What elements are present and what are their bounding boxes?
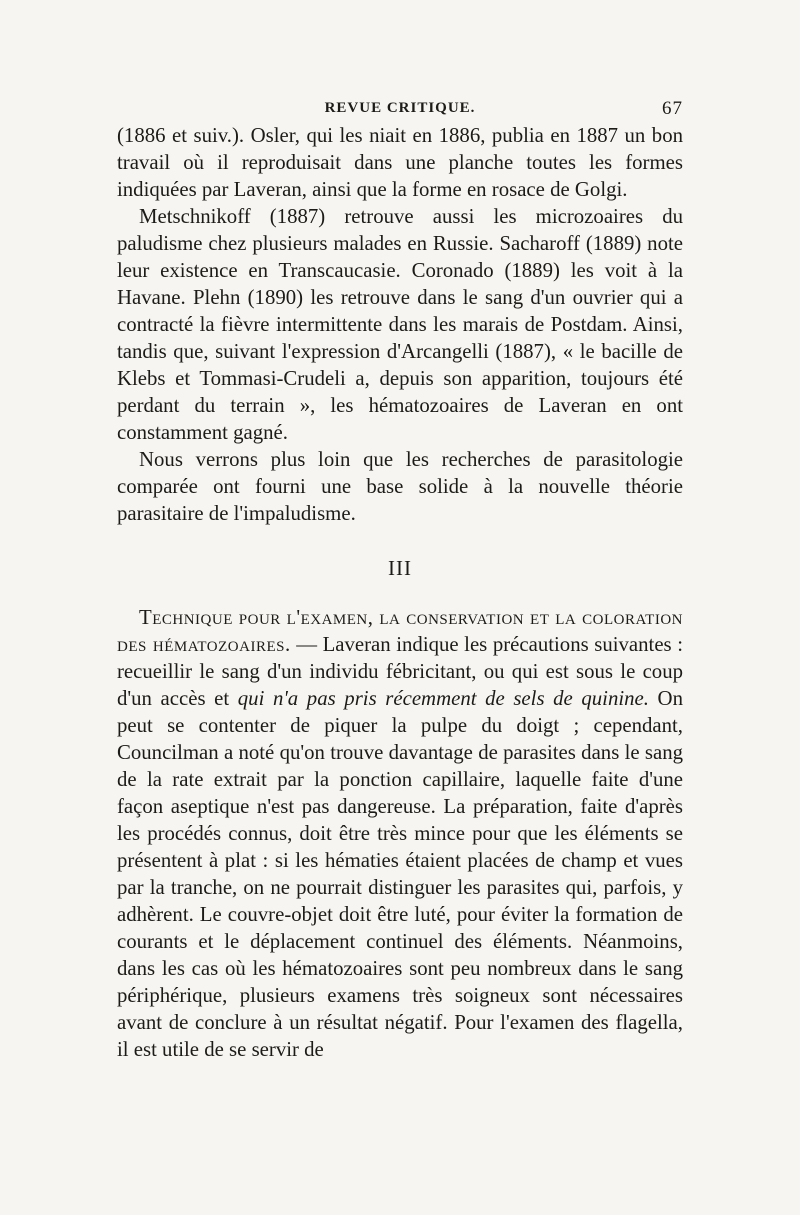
paragraph-2: Metschnikoff (1887) retrouve aussi les microzoaires du paludisme chez plusieurs malades en Russie. Sacharoff (1889) note leur existence en Transcaucasie. Coronado (1889) les voit à la Havane. Plehn (1890) les retrouve dans le sang d'un ouvrier qui a contracté la fièvre intermittente dans les marais de Postdam. Ainsi, tandis que, suivant l'expression d'Arcangelli (1887), « le bacille de Klebs et Tommasi-Crudeli a, depuis son apparition, toujours été perdant du terrain », les hématozoaires de Laveran en ont constamment gagné. <box>117 205 683 444</box>
paragraph-4-italic: qui n'a pas pris récemment de sels de quinine. <box>237 687 649 710</box>
paragraph-3: Nous verrons plus loin que les recherches de parasitologie comparée ont fourni une base solide à la nouvelle théorie parasitaire de l'impaludisme. <box>117 448 683 525</box>
page-number: 67 <box>662 98 683 119</box>
book-page <box>117 98 683 1063</box>
running-head <box>117 98 683 122</box>
section-number: III <box>388 556 412 580</box>
paragraph-4-text-b: On peut se contenter de piquer la pulpe du doigt ; cependant, Councilman a noté qu'on trouve davantage de parasites dans le sang de la rate extrait par la ponction capillaire, laquelle faite d'une façon aseptique n'est pas dangereuse. La préparation, faite d'après les procédés connus, doit être très mince pour que les éléments se présentent à plat : si les hématies étaient placées de champ et vues par la tranche, on ne pourrait distinguer les parasites qui, parfois, y adhèrent. Le couvre-objet doit être luté, pour éviter la formation de courants et le déplacement continuel des éléments. Néanmoins, dans les cas où les hématozoaires sont peu nombreux dans le sang périphérique, plusieurs examens très soigneux sont nécessaires avant de conclure à un résultat négatif. Pour l'examen des flagella, il est utile de se servir de <box>117 687 683 1061</box>
body-text <box>117 122 683 1063</box>
running-title: REVUE CRITIQUE. <box>324 100 476 116</box>
section-heading: Technique pour l'examen, la conservation et la coloration des hématozoaires. <box>117 606 683 656</box>
paragraph-1: (1886 et suiv.). Osler, qui les niait en 1886, publia en 1887 un bon travail où il reproduisait dans une planche toutes les formes indiquées par Laveran, ainsi que la forme en rosace de Golgi. <box>117 124 683 201</box>
paragraph-4 <box>117 604 683 1063</box>
paragraph-4-text-a: — Laveran indique les précautions suivantes : recueillir le sang d'un individu fébricitant, ou qui est sous le coup d'un accès et <box>117 633 683 710</box>
